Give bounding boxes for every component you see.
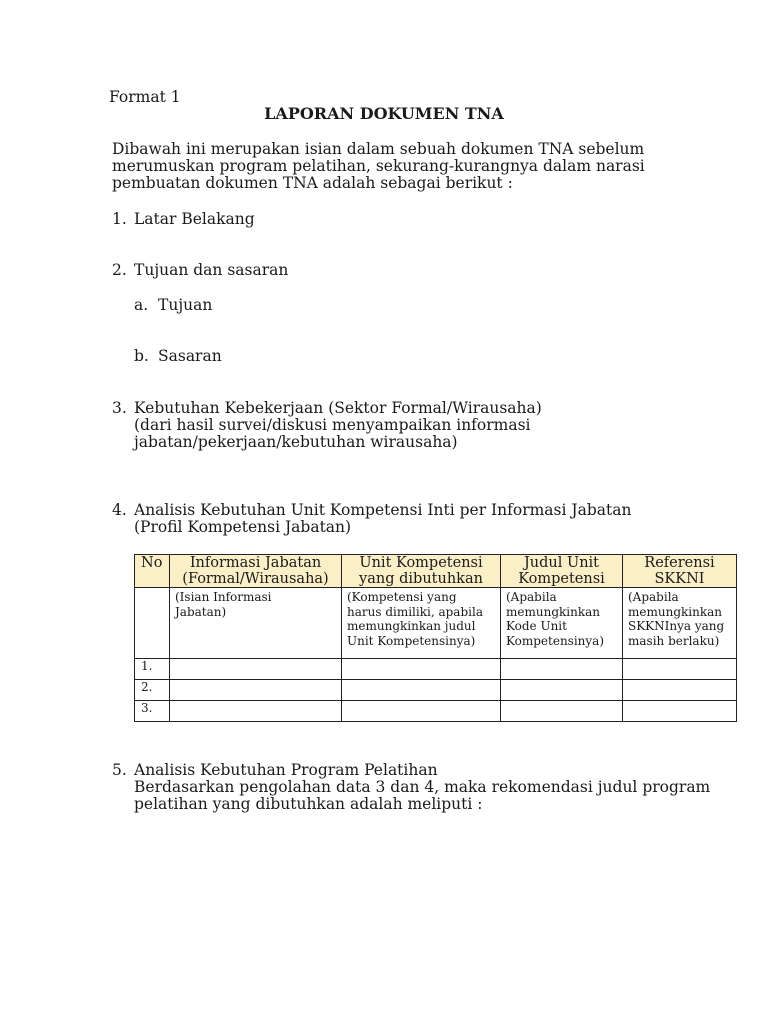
section-3-line: (dari hasil survei/diskusi menyampaikan informasi: [134, 416, 531, 434]
section-3-line: jabatan/pekerjaan/kebutuhan wirausaha): [134, 433, 458, 451]
guide-cell: (Apabila memungkinkan SKKNInya yang masih berlaku): [623, 588, 737, 659]
table-header-row: [135, 555, 737, 588]
competency-table: [134, 554, 737, 722]
section-2a-text: Tujuan: [158, 296, 213, 314]
section-5-line: Analisis Kebutuhan Program Pelatihan: [134, 761, 438, 779]
table-row: [135, 680, 737, 701]
section-2-title: Tujuan dan sasaran: [134, 261, 289, 279]
header-unit-kompetensi: Unit Kompetensi yang dibutuhkan: [342, 555, 501, 588]
section-5-line: Berdasarkan pengolahan data 3 dan 4, maka rekomendasi judul program: [134, 778, 711, 796]
table-cell[interactable]: [623, 659, 737, 680]
table-cell[interactable]: [170, 701, 342, 722]
section-4-line: Analisis Kebutuhan Unit Kompetensi Inti per Informasi Jabatan: [134, 501, 632, 519]
section-1-number: 1.: [112, 210, 127, 228]
table-cell[interactable]: [342, 659, 501, 680]
header-judul-unit: Judul Unit Kompetensi: [501, 555, 623, 588]
format-label: Format 1: [109, 88, 181, 106]
header-referensi-skkni: Referensi SKKNI: [623, 555, 737, 588]
table-cell[interactable]: [501, 680, 623, 701]
table-cell[interactable]: [623, 680, 737, 701]
intro-line: pembuatan dokumen TNA adalah sebagai berikut :: [112, 174, 513, 192]
header-no: No: [135, 555, 170, 588]
table-row: [135, 659, 737, 680]
table-cell[interactable]: [623, 701, 737, 722]
table-cell[interactable]: [342, 680, 501, 701]
table-cell[interactable]: [170, 659, 342, 680]
header-informasi-jabatan: Informasi Jabatan (Formal/Wirausaha): [170, 555, 342, 588]
section-2b-letter: b.: [134, 347, 149, 365]
row-number: 3.: [135, 701, 170, 722]
table-cell[interactable]: [170, 680, 342, 701]
guide-cell: (Isian Informasi Jabatan): [170, 588, 342, 659]
table-guide-row: [135, 588, 737, 659]
section-5-line: pelatihan yang dibutuhkan adalah meliputi :: [134, 795, 483, 813]
row-number: 2.: [135, 680, 170, 701]
row-number: 1.: [135, 659, 170, 680]
section-5-number: 5.: [112, 761, 127, 779]
section-4-line: (Profil Kompetensi Jabatan): [134, 518, 352, 536]
guide-cell: [135, 588, 170, 659]
section-2-number: 2.: [112, 261, 127, 279]
section-2b-text: Sasaran: [158, 347, 222, 365]
section-4-number: 4.: [112, 501, 127, 519]
table-row: [135, 701, 737, 722]
guide-cell: (Kompetensi yang harus dimiliki, apabila memungkinkan judul Unit Kompetensinya): [342, 588, 501, 659]
section-3-number: 3.: [112, 399, 127, 417]
guide-cell: (Apabila memungkinkan Kode Unit Kompetensinya): [501, 588, 623, 659]
intro-line: Dibawah ini merupakan isian dalam sebuah dokumen TNA sebelum: [112, 140, 645, 158]
page-title: LAPORAN DOKUMEN TNA: [264, 104, 504, 123]
intro-line: merumuskan program pelatihan, sekurang-kurangnya dalam narasi: [112, 157, 645, 175]
table-cell[interactable]: [501, 659, 623, 680]
section-3-line: Kebutuhan Kebekerjaan (Sektor Formal/Wirausaha): [134, 399, 542, 417]
table-cell[interactable]: [342, 701, 501, 722]
table-cell[interactable]: [501, 701, 623, 722]
section-2a-letter: a.: [134, 296, 149, 314]
section-1-title: Latar Belakang: [134, 210, 255, 228]
